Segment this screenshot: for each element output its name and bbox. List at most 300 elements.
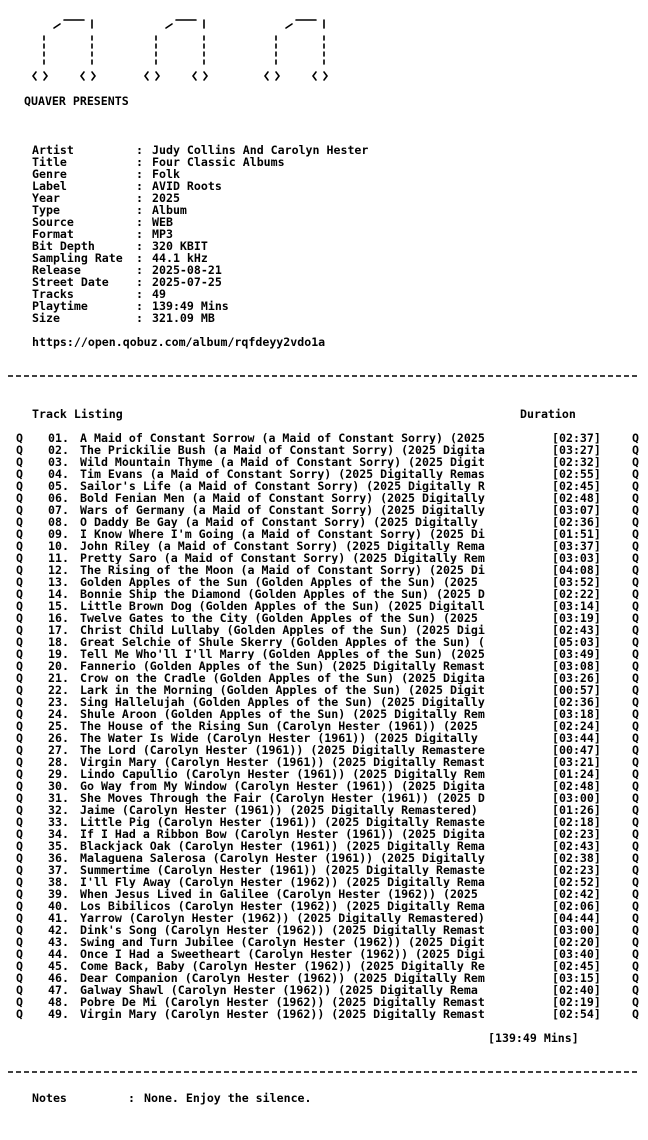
row-marker: Q xyxy=(632,827,639,841)
row-marker: Q xyxy=(16,647,23,661)
track-title: John Riley (a Maid of Constant Sorry) (2025 Digitally Rema xyxy=(80,540,485,552)
track-number: 35. xyxy=(48,839,69,853)
track-number: 33. xyxy=(48,815,69,829)
meta-key: Release xyxy=(32,263,81,277)
track-row xyxy=(0,960,648,972)
meta-value: Album xyxy=(152,203,187,217)
track-duration: [02:55] xyxy=(552,467,601,481)
meta-separator: : xyxy=(136,287,143,301)
track-title: She Moves Through the Fair (Carolyn Hester (1961)) (2025 D xyxy=(80,792,485,804)
track-number: 05. xyxy=(48,479,69,493)
track-title: Malaguena Salerosa (Carolyn Hester (1961)) (2025 Digitally xyxy=(80,852,485,864)
row-marker: Q xyxy=(632,899,639,913)
track-row xyxy=(0,516,648,528)
track-number: 23. xyxy=(48,695,69,709)
track-row xyxy=(0,504,648,516)
track-title: Summertime (Carolyn Hester (1961)) (2025 Digitally Remaste xyxy=(80,864,485,876)
track-row xyxy=(0,636,648,648)
track-number: 11. xyxy=(48,551,69,565)
row-marker: Q xyxy=(632,863,639,877)
track-row xyxy=(0,780,648,792)
track-duration: [03:08] xyxy=(552,659,601,673)
track-number: 13. xyxy=(48,575,69,589)
meta-value: 2025 xyxy=(152,191,180,205)
track-duration: [02:18] xyxy=(552,815,601,829)
track-title: Los Bibilicos (Carolyn Hester (1962)) (2025 Digitally Rema xyxy=(80,900,485,912)
track-row xyxy=(0,876,648,888)
row-marker: Q xyxy=(16,503,23,517)
track-number: 29. xyxy=(48,767,69,781)
row-marker: Q xyxy=(632,911,639,925)
track-title: The Rising of the Moon (a Maid of Constant Sorry) (2025 Di xyxy=(80,564,485,576)
row-marker: Q xyxy=(16,983,23,997)
album-url: https://open.qobuz.com/album/rqfdeyy2vdo1a xyxy=(32,335,326,349)
track-row xyxy=(0,444,648,456)
track-duration: [02:45] xyxy=(552,959,601,973)
row-marker: Q xyxy=(632,587,639,601)
meta-key: Title xyxy=(32,155,67,169)
track-number: 43. xyxy=(48,935,69,949)
meta-separator: : xyxy=(136,299,143,313)
track-duration: [00:47] xyxy=(552,743,601,757)
track-row xyxy=(0,864,648,876)
row-marker: Q xyxy=(16,767,23,781)
row-marker: Q xyxy=(632,683,639,697)
track-duration: [03:18] xyxy=(552,707,601,721)
row-marker: Q xyxy=(16,707,23,721)
row-marker: Q xyxy=(16,695,23,709)
row-marker: Q xyxy=(16,899,23,913)
track-title: Sailor's Life (a Maid of Constant Sorry) (2025 Digitally R xyxy=(80,480,485,492)
track-duration: [02:42] xyxy=(552,887,601,901)
note-glyph xyxy=(145,20,207,80)
track-row xyxy=(0,720,648,732)
track-title: Blackjack Oak (Carolyn Hester (1961)) (2025 Digitally Rema xyxy=(80,840,485,852)
row-marker: Q xyxy=(632,563,639,577)
track-title: Shule Aroon (Golden Apples of the Sun) (2025 Digitally Rem xyxy=(80,708,485,720)
meta-value: 320 KBIT xyxy=(152,239,208,253)
meta-value: Folk xyxy=(152,167,180,181)
row-marker: Q xyxy=(16,875,23,889)
track-duration: [01:51] xyxy=(552,527,601,541)
track-duration: [02:24] xyxy=(552,719,601,733)
meta-separator: : xyxy=(136,203,143,217)
track-duration: [03:44] xyxy=(552,731,601,745)
track-number: 21. xyxy=(48,671,69,685)
track-duration: [02:06] xyxy=(552,899,601,913)
track-number: 25. xyxy=(48,719,69,733)
meta-value: Judy Collins And Carolyn Hester xyxy=(152,143,369,157)
track-title: A Maid of Constant Sorrow (a Maid of Constant Sorry) (2025 xyxy=(80,432,485,444)
track-number: 20. xyxy=(48,659,69,673)
row-marker: Q xyxy=(632,695,639,709)
track-title: Fannerio (Golden Apples of the Sun) (2025 Digitally Remast xyxy=(80,660,485,672)
row-marker: Q xyxy=(16,455,23,469)
row-marker: Q xyxy=(632,491,639,505)
row-marker: Q xyxy=(632,959,639,973)
track-title: The Prickilie Bush (a Maid of Constant Sorry) (2025 Digita xyxy=(80,444,485,456)
track-duration: [02:23] xyxy=(552,827,601,841)
track-row xyxy=(0,432,648,444)
row-marker: Q xyxy=(16,527,23,541)
track-title: O Daddy Be Gay (a Maid of Constant Sorry) (2025 Digitally xyxy=(80,516,485,528)
row-marker: Q xyxy=(16,671,23,685)
track-list xyxy=(0,432,648,1020)
row-marker: Q xyxy=(16,479,23,493)
track-duration: [02:43] xyxy=(552,839,601,853)
track-row xyxy=(0,948,648,960)
row-marker: Q xyxy=(16,431,23,445)
row-marker: Q xyxy=(632,923,639,937)
track-duration: [03:00] xyxy=(552,791,601,805)
track-title: I Know Where I'm Going (a Maid of Constant Sorry) (2025 Di xyxy=(80,528,485,540)
track-number: 39. xyxy=(48,887,69,901)
track-row xyxy=(0,696,648,708)
row-marker: Q xyxy=(16,575,23,589)
track-row xyxy=(0,468,648,480)
row-marker: Q xyxy=(632,887,639,901)
track-duration: [01:24] xyxy=(552,767,601,781)
meta-key: Tracks xyxy=(32,287,74,301)
track-duration: [02:48] xyxy=(552,779,601,793)
track-duration: [02:45] xyxy=(552,479,601,493)
track-row xyxy=(0,756,648,768)
track-title: Swing and Turn Jubilee (Carolyn Hester (1962)) (2025 Digit xyxy=(80,936,485,948)
meta-value: 2025-08-21 xyxy=(152,263,222,277)
meta-separator: : xyxy=(136,215,143,229)
row-marker: Q xyxy=(16,539,23,553)
row-marker: Q xyxy=(632,1007,639,1021)
track-title: The Water Is Wide (Carolyn Hester (1961)) (2025 Digitally xyxy=(80,732,485,744)
meta-key: Playtime xyxy=(32,299,88,313)
track-row xyxy=(0,612,648,624)
track-number: 34. xyxy=(48,827,69,841)
track-title: Sing Hallelujah (Golden Apples of the Sun) (2025 Digitally xyxy=(80,696,485,708)
track-number: 04. xyxy=(48,467,69,481)
row-marker: Q xyxy=(16,815,23,829)
track-row xyxy=(0,564,648,576)
track-number: 07. xyxy=(48,503,69,517)
row-marker: Q xyxy=(16,1007,23,1021)
track-duration: [03:26] xyxy=(552,671,601,685)
row-marker: Q xyxy=(16,743,23,757)
track-row xyxy=(0,936,648,948)
row-marker: Q xyxy=(632,623,639,637)
divider xyxy=(8,1066,640,1078)
track-title: Twelve Gates to the City (Golden Apples of the Sun) (2025 xyxy=(80,612,485,624)
track-duration: [03:52] xyxy=(552,575,601,589)
track-title: Tim Evans (a Maid of Constant Sorry) (2025 Digitally Remas xyxy=(80,468,485,480)
track-title: Crow on the Cradle (Golden Apples of the Sun) (2025 Digita xyxy=(80,672,485,684)
row-marker: Q xyxy=(632,707,639,721)
row-marker: Q xyxy=(16,467,23,481)
track-number: 46. xyxy=(48,971,69,985)
row-marker: Q xyxy=(16,911,23,925)
track-row xyxy=(0,996,648,1008)
track-number: 03. xyxy=(48,455,69,469)
meta-separator: : xyxy=(136,263,143,277)
track-number: 32. xyxy=(48,803,69,817)
track-row xyxy=(0,924,648,936)
row-marker: Q xyxy=(632,947,639,961)
track-duration: [02:36] xyxy=(552,695,601,709)
meta-key: Format xyxy=(32,227,74,241)
note-glyph xyxy=(265,20,327,80)
meta-value: MP3 xyxy=(152,227,173,241)
track-title: Golden Apples of the Sun (Golden Apples of the Sun) (2025 xyxy=(80,576,485,588)
row-marker: Q xyxy=(16,971,23,985)
notes-separator: : xyxy=(128,1091,135,1105)
track-duration: [02:37] xyxy=(552,431,601,445)
track-row xyxy=(0,900,648,912)
track-row xyxy=(0,648,648,660)
track-number: 36. xyxy=(48,851,69,865)
track-duration: [02:48] xyxy=(552,491,601,505)
meta-key: Sampling Rate xyxy=(32,251,123,265)
track-duration: [04:44] xyxy=(552,911,601,925)
row-marker: Q xyxy=(16,551,23,565)
track-row xyxy=(0,684,648,696)
meta-key: Label xyxy=(32,179,67,193)
track-row xyxy=(0,840,648,852)
row-marker: Q xyxy=(632,443,639,457)
row-marker: Q xyxy=(16,491,23,505)
track-number: 02. xyxy=(48,443,69,457)
row-marker: Q xyxy=(632,851,639,865)
duration-heading: Duration xyxy=(520,407,576,421)
track-title: Bonnie Ship the Diamond (Golden Apples of the Sun) (2025 D xyxy=(80,588,485,600)
track-row xyxy=(0,732,648,744)
meta-separator: : xyxy=(136,191,143,205)
track-number: 37. xyxy=(48,863,69,877)
track-row xyxy=(0,492,648,504)
track-listing-heading: Track Listing xyxy=(32,407,123,421)
meta-value: 2025-07-25 xyxy=(152,275,222,289)
track-title: Pretty Saro (a Maid of Constant Sorry) (2025 Digitally Rem xyxy=(80,552,485,564)
meta-value: AVID Roots xyxy=(152,179,222,193)
track-number: 22. xyxy=(48,683,69,697)
track-duration: [03:37] xyxy=(552,539,601,553)
track-number: 17. xyxy=(48,623,69,637)
track-row xyxy=(0,792,648,804)
track-duration: [02:52] xyxy=(552,875,601,889)
track-number: 31. xyxy=(48,791,69,805)
track-number: 42. xyxy=(48,923,69,937)
meta-separator: : xyxy=(136,155,143,169)
track-duration: [02:23] xyxy=(552,863,601,877)
track-number: 01. xyxy=(48,431,69,445)
track-number: 19. xyxy=(48,647,69,661)
meta-separator: : xyxy=(136,179,143,193)
track-number: 47. xyxy=(48,983,69,997)
row-marker: Q xyxy=(632,551,639,565)
row-marker: Q xyxy=(632,479,639,493)
track-duration: [03:49] xyxy=(552,647,601,661)
track-row xyxy=(0,480,648,492)
notes-label: Notes xyxy=(32,1091,67,1105)
track-number: 18. xyxy=(48,635,69,649)
track-duration: [04:08] xyxy=(552,563,601,577)
track-title: Little Brown Dog (Golden Apples of the Sun) (2025 Digitall xyxy=(80,600,485,612)
row-marker: Q xyxy=(16,599,23,613)
track-title: Dink's Song (Carolyn Hester (1962)) (2025 Digitally Remast xyxy=(80,924,485,936)
track-row xyxy=(0,816,648,828)
track-title: Once I Had a Sweetheart (Carolyn Hester (1962)) (2025 Digi xyxy=(80,948,485,960)
track-row xyxy=(0,528,648,540)
track-row xyxy=(0,804,648,816)
track-duration: [02:19] xyxy=(552,995,601,1009)
track-number: 27. xyxy=(48,743,69,757)
meta-key: Genre xyxy=(32,167,67,181)
track-duration: [05:03] xyxy=(552,635,601,649)
row-marker: Q xyxy=(632,791,639,805)
row-marker: Q xyxy=(632,503,639,517)
row-marker: Q xyxy=(632,527,639,541)
meta-value: 321.09 MB xyxy=(152,311,215,325)
meta-value: 44.1 kHz xyxy=(152,251,208,265)
row-marker: Q xyxy=(632,743,639,757)
track-title: Dear Companion (Carolyn Hester (1962)) (2025 Digitally Rem xyxy=(80,972,485,984)
row-marker: Q xyxy=(16,851,23,865)
row-marker: Q xyxy=(16,947,23,961)
divider xyxy=(8,370,640,382)
track-number: 09. xyxy=(48,527,69,541)
row-marker: Q xyxy=(632,647,639,661)
row-marker: Q xyxy=(632,659,639,673)
meta-key: Source xyxy=(32,215,74,229)
row-marker: Q xyxy=(16,731,23,745)
notes-text: None. Enjoy the silence. xyxy=(144,1091,312,1105)
track-title: Virgin Mary (Carolyn Hester (1962)) (2025 Digitally Remast xyxy=(80,1008,485,1020)
row-marker: Q xyxy=(632,767,639,781)
track-duration: [02:20] xyxy=(552,935,601,949)
track-duration: [02:40] xyxy=(552,983,601,997)
track-row xyxy=(0,972,648,984)
track-title: Lindo Capullio (Carolyn Hester (1961)) (2025 Digitally Rem xyxy=(80,768,485,780)
track-duration: [02:38] xyxy=(552,851,601,865)
track-number: 38. xyxy=(48,875,69,889)
track-number: 24. xyxy=(48,707,69,721)
row-marker: Q xyxy=(16,887,23,901)
track-duration: [03:27] xyxy=(552,443,601,457)
track-title: Bold Fenian Men (a Maid of Constant Sorry) (2025 Digitally xyxy=(80,492,485,504)
row-marker: Q xyxy=(632,719,639,733)
note-glyph xyxy=(33,20,95,80)
track-number: 40. xyxy=(48,899,69,913)
track-number: 14. xyxy=(48,587,69,601)
track-row xyxy=(0,828,648,840)
meta-separator: : xyxy=(136,167,143,181)
track-title: Great Selchie of Shule Skerry (Golden Apples of the Sun) ( xyxy=(80,636,485,648)
meta-separator: : xyxy=(136,311,143,325)
meta-key: Year xyxy=(32,191,60,205)
row-marker: Q xyxy=(16,587,23,601)
row-marker: Q xyxy=(16,635,23,649)
track-title: Lark in the Morning (Golden Apples of the Sun) (2025 Digit xyxy=(80,684,485,696)
row-marker: Q xyxy=(632,971,639,985)
row-marker: Q xyxy=(632,431,639,445)
meta-key: Street Date xyxy=(32,275,109,289)
meta-key: Bit Depth xyxy=(32,239,95,253)
row-marker: Q xyxy=(632,635,639,649)
track-duration: [03:40] xyxy=(552,947,601,961)
track-title: Come Back, Baby (Carolyn Hester (1962)) (2025 Digitally Re xyxy=(80,960,485,972)
row-marker: Q xyxy=(632,731,639,745)
track-title: Tell Me Who'll I'll Marry (Golden Apples of the Sun) (2025 xyxy=(80,648,485,660)
row-marker: Q xyxy=(632,575,639,589)
row-marker: Q xyxy=(16,611,23,625)
meta-key: Type xyxy=(32,203,60,217)
track-duration: [03:19] xyxy=(552,611,601,625)
track-number: 15. xyxy=(48,599,69,613)
track-number: 49. xyxy=(48,1007,69,1021)
track-row xyxy=(0,768,648,780)
row-marker: Q xyxy=(632,875,639,889)
track-title: The House of the Rising Sun (Carolyn Hester (1961)) (2025 xyxy=(80,720,485,732)
row-marker: Q xyxy=(16,659,23,673)
track-row xyxy=(0,624,648,636)
track-row xyxy=(0,1008,648,1020)
track-title: If I Had a Ribbon Bow (Carolyn Hester (1961)) (2025 Digita xyxy=(80,828,485,840)
track-number: 16. xyxy=(48,611,69,625)
track-title: Wild Mountain Thyme (a Maid of Constant Sorry) (2025 Digit xyxy=(80,456,485,468)
track-row xyxy=(0,600,648,612)
track-number: 48. xyxy=(48,995,69,1009)
track-duration: [03:21] xyxy=(552,755,601,769)
track-duration: [02:54] xyxy=(552,1007,601,1021)
track-title: The Lord (Carolyn Hester (1961)) (2025 Digitally Remastere xyxy=(80,744,485,756)
meta-key: Artist xyxy=(32,143,74,157)
meta-key: Size xyxy=(32,311,60,325)
track-duration: [03:14] xyxy=(552,599,601,613)
row-marker: Q xyxy=(632,815,639,829)
track-duration: [03:00] xyxy=(552,923,601,937)
row-marker: Q xyxy=(632,515,639,529)
track-row xyxy=(0,852,648,864)
track-duration: [01:26] xyxy=(552,803,601,817)
track-duration: [02:32] xyxy=(552,455,601,469)
row-marker: Q xyxy=(16,863,23,877)
row-marker: Q xyxy=(16,959,23,973)
track-number: 41. xyxy=(48,911,69,925)
track-duration: [02:36] xyxy=(552,515,601,529)
meta-value: WEB xyxy=(152,215,173,229)
track-number: 45. xyxy=(48,959,69,973)
row-marker: Q xyxy=(632,803,639,817)
track-row xyxy=(0,708,648,720)
row-marker: Q xyxy=(632,611,639,625)
track-row xyxy=(0,660,648,672)
meta-value: 49 xyxy=(152,287,166,301)
meta-value: Four Classic Albums xyxy=(152,155,285,169)
row-marker: Q xyxy=(632,755,639,769)
track-row xyxy=(0,984,648,996)
track-title: Pobre De Mi (Carolyn Hester (1962)) (2025 Digitally Remast xyxy=(80,996,485,1008)
row-marker: Q xyxy=(632,839,639,853)
row-marker: Q xyxy=(16,923,23,937)
track-title: When Jesus Lived in Galilee (Carolyn Hester (1962)) (2025 xyxy=(80,888,485,900)
presents-heading: QUAVER PRESENTS xyxy=(24,94,129,108)
track-title: Galway Shawl (Carolyn Hester (1962)) (2025 Digitally Rema xyxy=(80,984,478,996)
track-duration: [02:43] xyxy=(552,623,601,637)
track-duration: [02:22] xyxy=(552,587,601,601)
track-row xyxy=(0,540,648,552)
track-title: Wars of Germany (a Maid of Constant Sorry) (2025 Digitally xyxy=(80,504,485,516)
row-marker: Q xyxy=(632,935,639,949)
track-number: 28. xyxy=(48,755,69,769)
total-playtime: [139:49 Mins] xyxy=(488,1031,579,1045)
row-marker: Q xyxy=(632,779,639,793)
